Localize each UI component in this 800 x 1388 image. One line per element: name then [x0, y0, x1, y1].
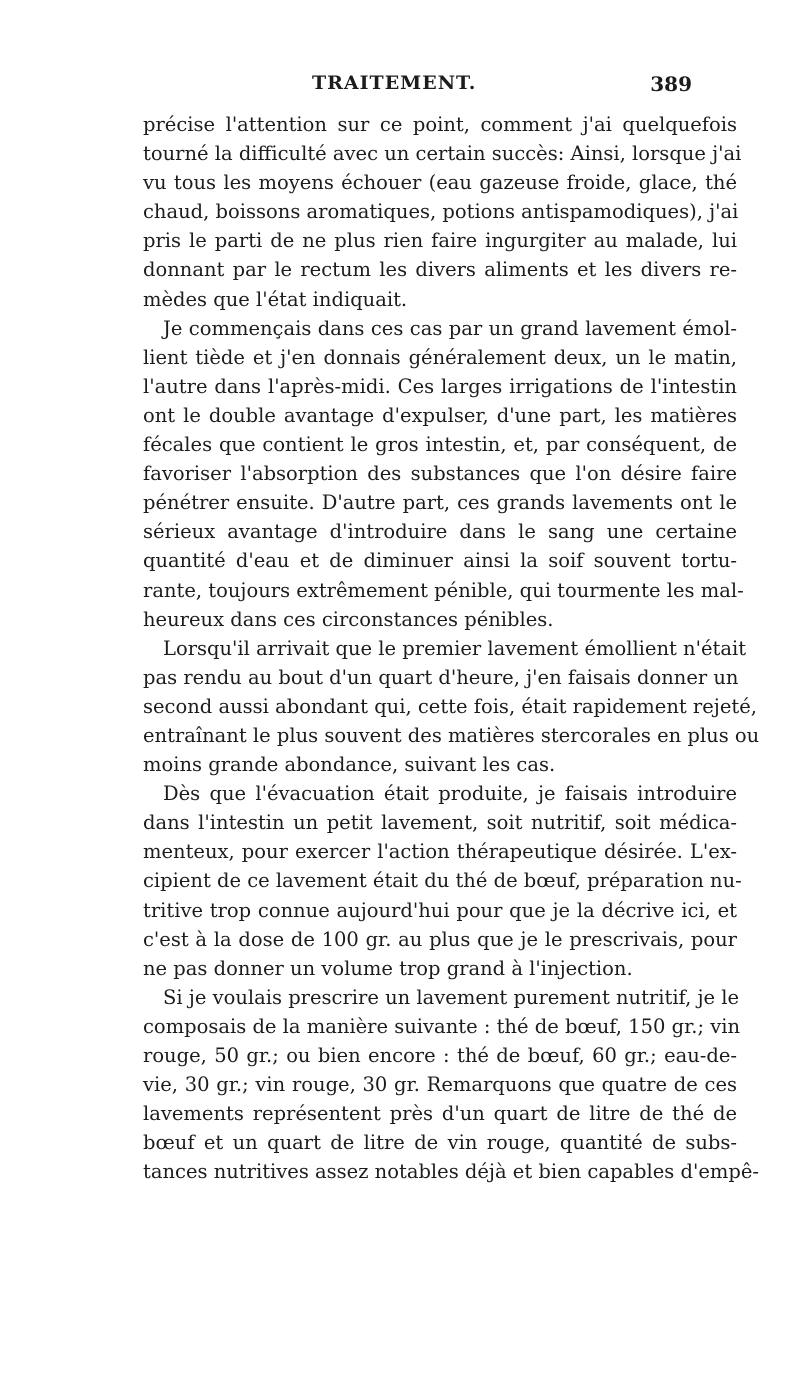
text-line: Dès que l'évacuation était produite, je faisais introduire: [163, 782, 737, 806]
text-line: rante, toujours extrêmement pénible, qui tourmente les mal-: [143, 578, 744, 602]
text-line: dans l'intestin un petit lavement, soit nutritif, soit médica-: [143, 811, 737, 835]
text-line: heureux dans ces circonstances pénibles.: [143, 607, 554, 631]
text-line: l'autre dans l'après-midi. Ces larges irrigations de l'intestin: [143, 374, 737, 398]
text-line: précise l'attention sur ce point, comment j'ai quelquefois: [143, 113, 737, 136]
running-head: [162, 72, 692, 96]
text-line: chaud, boissons aromatiques, potions antispamodiques), j'ai: [143, 200, 739, 224]
text-line: donnant par le rectum les divers aliments et les divers re-: [143, 258, 737, 282]
text-line: tourné la difficulté avec un certain succès: Ainsi, lorsque j'ai: [143, 142, 742, 166]
text-line: vu tous les moyens échouer (eau gazeuse froide, glace, thé: [143, 171, 737, 195]
text-line: composais de la manière suivante : thé de bœuf, 150 gr.; vin: [143, 1014, 741, 1038]
text-line: pénétrer ensuite. D'autre part, ces grands lavements ont le: [143, 491, 737, 515]
text-line: pas rendu au bout d'un quart d'heure, j'en faisais donner un: [143, 665, 739, 689]
text-line: vie, 30 gr.; vin rouge, 30 gr. Remarquons que quatre de ces: [143, 1073, 737, 1097]
text-line: cipient de ce lavement était du thé de bœuf, préparation nu-: [143, 869, 742, 893]
text-line: quantité d'eau et de diminuer ainsi la soif souvent tortu-: [143, 549, 737, 573]
text-line: favoriser l'absorption des substances que l'on désire faire: [143, 462, 737, 486]
text-line: lient tiède et j'en donnais généralement deux, un le matin,: [143, 345, 737, 369]
text-line: Si je voulais prescrire un lavement purement nutritif, je le: [163, 985, 740, 1009]
text-line: rouge, 50 gr.; ou bien encore : thé de bœuf, 60 gr.; eau-de-: [143, 1044, 737, 1067]
text-line: second aussi abondant qui, cette fois, était rapidement rejeté,: [143, 694, 757, 718]
text-line: pris le parti de ne plus rien faire ingurgiter au malade, lui: [143, 229, 737, 253]
text-line: menteux, pour exercer l'action thérapeutique désirée. L'ex-: [143, 840, 737, 864]
text-line: Lorsqu'il arrivait que le premier lavement émollient n'était: [163, 636, 747, 660]
text-line: c'est à la dose de 100 gr. au plus que je le prescrivais, pour: [143, 927, 737, 951]
text-line: ont le double avantage d'expulser, d'une part, les matières: [143, 403, 737, 427]
text-line: mèdes que l'état indiquait.: [143, 287, 408, 311]
text-line: Je commençais dans ces cas par un grand lavement émol-: [163, 316, 737, 340]
text-line: sérieux avantage d'introduire dans le sang une certaine: [143, 520, 737, 544]
page-number: 389: [650, 72, 692, 96]
text-line: bœuf et un quart de litre de vin rouge, quantité de subs-: [143, 1131, 737, 1155]
body-text: [143, 110, 760, 1186]
running-title: TRAITEMENT.: [312, 72, 477, 94]
text-line: tritive trop connue aujourd'hui pour que je la décrive ici, et: [143, 898, 737, 922]
text-line: fécales que contient le gros intestin, et, par conséquent, de: [143, 433, 737, 457]
text-line: entraînant le plus souvent des matières stercorales en plus ou: [143, 723, 760, 747]
text-line: moins grande abondance, suivant les cas.: [143, 753, 556, 777]
text-line: lavements représentent près d'un quart de litre de thé de: [143, 1102, 737, 1126]
text-line: ne pas donner un volume trop grand à l'injection.: [143, 956, 633, 980]
text-line: tances nutritives assez notables déjà et bien capables d'empê-: [143, 1160, 760, 1184]
